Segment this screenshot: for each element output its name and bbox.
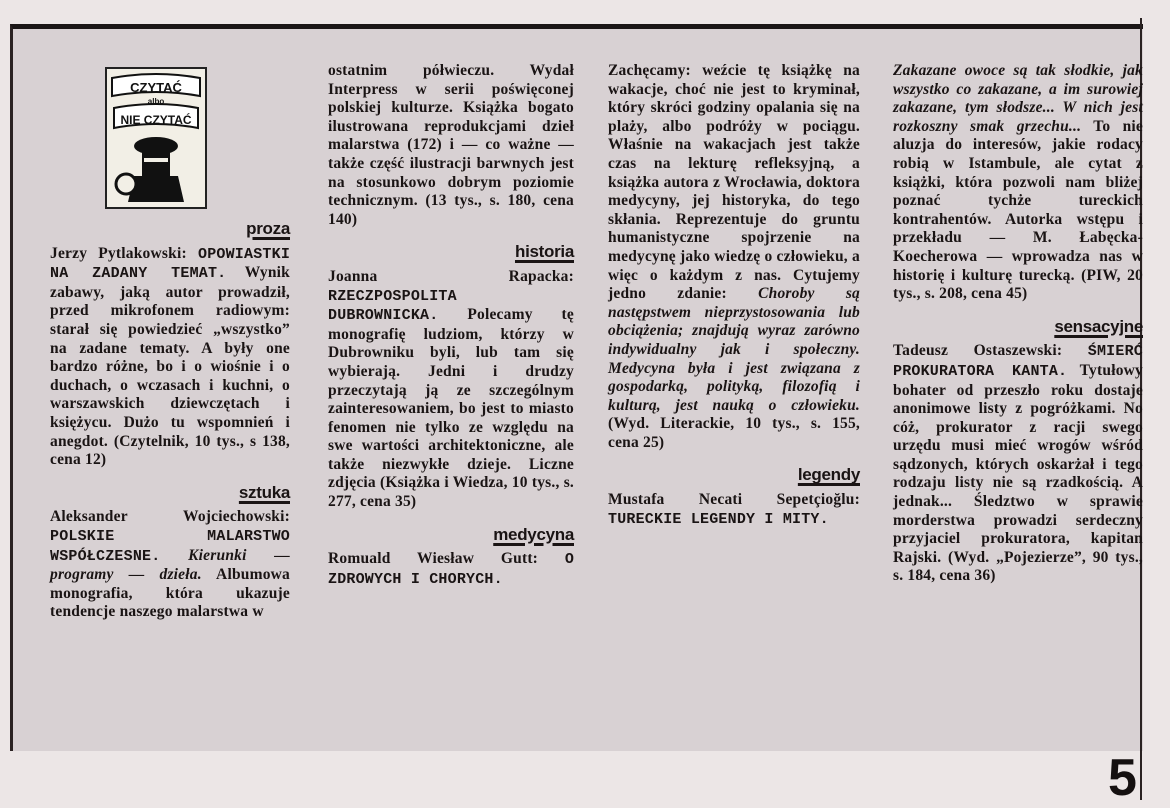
- author: Romuald Wiesław Gutt:: [328, 550, 539, 568]
- column-1: [50, 206, 290, 622]
- heading-medycyna: medycyna: [493, 524, 574, 544]
- book-title: O ZDROWYCH I CHORYCH.: [328, 551, 575, 588]
- review-proza: [50, 245, 290, 470]
- page-number: 5: [1108, 749, 1137, 807]
- column-4: [893, 62, 1143, 586]
- author: Tadeusz Ostaszewski:: [893, 342, 1063, 360]
- book-title: POLSKIE MALARSTWO WSPÓŁCZESNE.: [50, 527, 290, 565]
- review-text-end: (Wyd. Literackie, 10 tys., s. 155, cena 25): [608, 415, 860, 451]
- review-text: Zachęcamy: weźcie tę książkę na wakacje, choć nie jest to kryminał, który skróci godziny opalania się na plaży, albo podróży w pociągu. Właśnie na wakacjach jest także czas na lekturę refleksyjną, a książka autora z Wrocławia, doktora medycyny, jej historyka, do tego skłania. Reprezentuje do gruntu humanistyczne spojrzenie na medycynę jako wiedzę o człowieku, a więc o każdym z nas. Cytujemy jedno zdanie:: [608, 62, 860, 303]
- review-text: Albumowa monografia, która ukazuje tendencje naszego malarstwa w: [50, 566, 290, 621]
- review-text: Polecamy tę monografię ludziom, którzy w Dubrowniku byli, lub tam się wybierają. Jedni i drudzy przeczytają ją ze szczególnym zainteresowaniem, bo jest to miasto fenomen nie tylko ze względu na swe wartości architektoniczne, ale także niezwykłe dzieje. Liczne zdjęcia (Książka i Wiedza, 10 tys., s. 277, cena 35): [328, 306, 574, 511]
- heading-historia: historia: [514, 242, 574, 262]
- heading-sztuka: sztuka: [238, 482, 290, 502]
- book-title: OPOWIASTKI NA ZADANY TEMAT.: [50, 245, 291, 283]
- heading-proza: proza: [246, 219, 290, 238]
- heading-legendy: legendy: [797, 465, 860, 485]
- quote: Choroby są następstwem nieprzystosowania lub obciążenia; znajdują wyraz zarówno indywidualny jak i społeczny. Medycyna była i jest związana z gospodarką, polityką, filozofią i kulturą, jest nauką o człowieku.: [608, 285, 861, 414]
- column-3: [608, 62, 860, 529]
- review-legendy: [608, 491, 860, 529]
- heading-sensacyjne: sensacyjne: [1054, 316, 1143, 336]
- book-title: ŚMIERĆ PROKURATORA KANTA.: [893, 343, 1143, 380]
- review-historia: [328, 268, 574, 512]
- author: Jerzy Pytlakowski:: [50, 244, 187, 262]
- review-sztuka-cont: [328, 62, 574, 229]
- book-title: RZECZPOSPOLITA DUBROWNICKA.: [328, 287, 457, 325]
- logo-line1: CZYTAĆ: [130, 80, 182, 95]
- author: Joanna Rapacka:: [328, 267, 574, 285]
- logo-line3: NIE CZYTAĆ: [120, 113, 192, 127]
- author: Aleksander Wojciechowski:: [50, 508, 290, 526]
- author: Mustafa Necati Sepetçioğlu:: [608, 491, 860, 509]
- review-text: Tytułowy bohater od przeszło roku dostaje anonimowe listy z pogróżkami. No cóż, prokurator z racji swego urzędu musi mieć wrogów wśród sądzonych, których oskarżał i tego rodzaju listy nie są rzadkością. A jednak... Śledztwo w sprawie morderstwa prowadzi serdeczny przyjaciel prokuratora, kapitan Rajski. (Wyd. „Pojezierze”, 90 tys., s. 184, cena 36): [893, 361, 1143, 585]
- quote: Zakazane owoce są tak słodkie, jak wszystko co zakazane, a im surowiej zakazane, tym słodsze... W nich jest rozkoszny smak grzechu...: [893, 62, 1143, 135]
- review-sztuka: [50, 508, 290, 622]
- review-medycyna: [328, 550, 574, 589]
- logo-line2: albo: [147, 97, 165, 106]
- review-text: To nie aluzja do interesów, jakie rodacy robią w Istambule, ale cytat z książki, która pozwoli nam bliżej poznać tychże tureckich kontrahentów. Autorka wstępu i przekładu — M. Łabęcka-Koecherowa — wprowadza nas w historię i kulturę turecką. (PIW, 20 tys., s. 208, cena 45): [893, 117, 1143, 303]
- review-text: Wynik zabawy, jaką autor prowadził, przed mikrofonem radiowym: starał się powiedzieć „wszystko” na zadane tematy. A były one bardzo różne, bo i o wiośnie i o duchach, o wczasach i kuchni, o warszawskich dziewczętach i księżycu. Dużo tu wspomnień i anegdot. (Czytelnik, 10 tys., s 138, cena 12): [50, 264, 290, 469]
- book-title: TURECKIE LEGENDY I MITY.: [608, 510, 829, 528]
- review-text: ostatnim półwieczu. Wydał Interpress w serii poświęconej polskiej kulturze. Książka bogato ilustrowana reprodukcjami dzieł malarstwa (172) i — co ważne — także część ilustracji barwnych jest na stosunkowo dobrym poziomie technicznym. (13 tys., s. 180, cena 140): [328, 62, 574, 228]
- column-2: [328, 62, 574, 589]
- review-legendy-cont: [893, 62, 1143, 304]
- subtitle: Kierunki — programy — dzieła.: [50, 546, 291, 584]
- review-medycyna-cont: [608, 62, 860, 452]
- czytac-albo-nie-czytac-logo: [104, 66, 208, 210]
- review-sensacyjne: [893, 342, 1143, 586]
